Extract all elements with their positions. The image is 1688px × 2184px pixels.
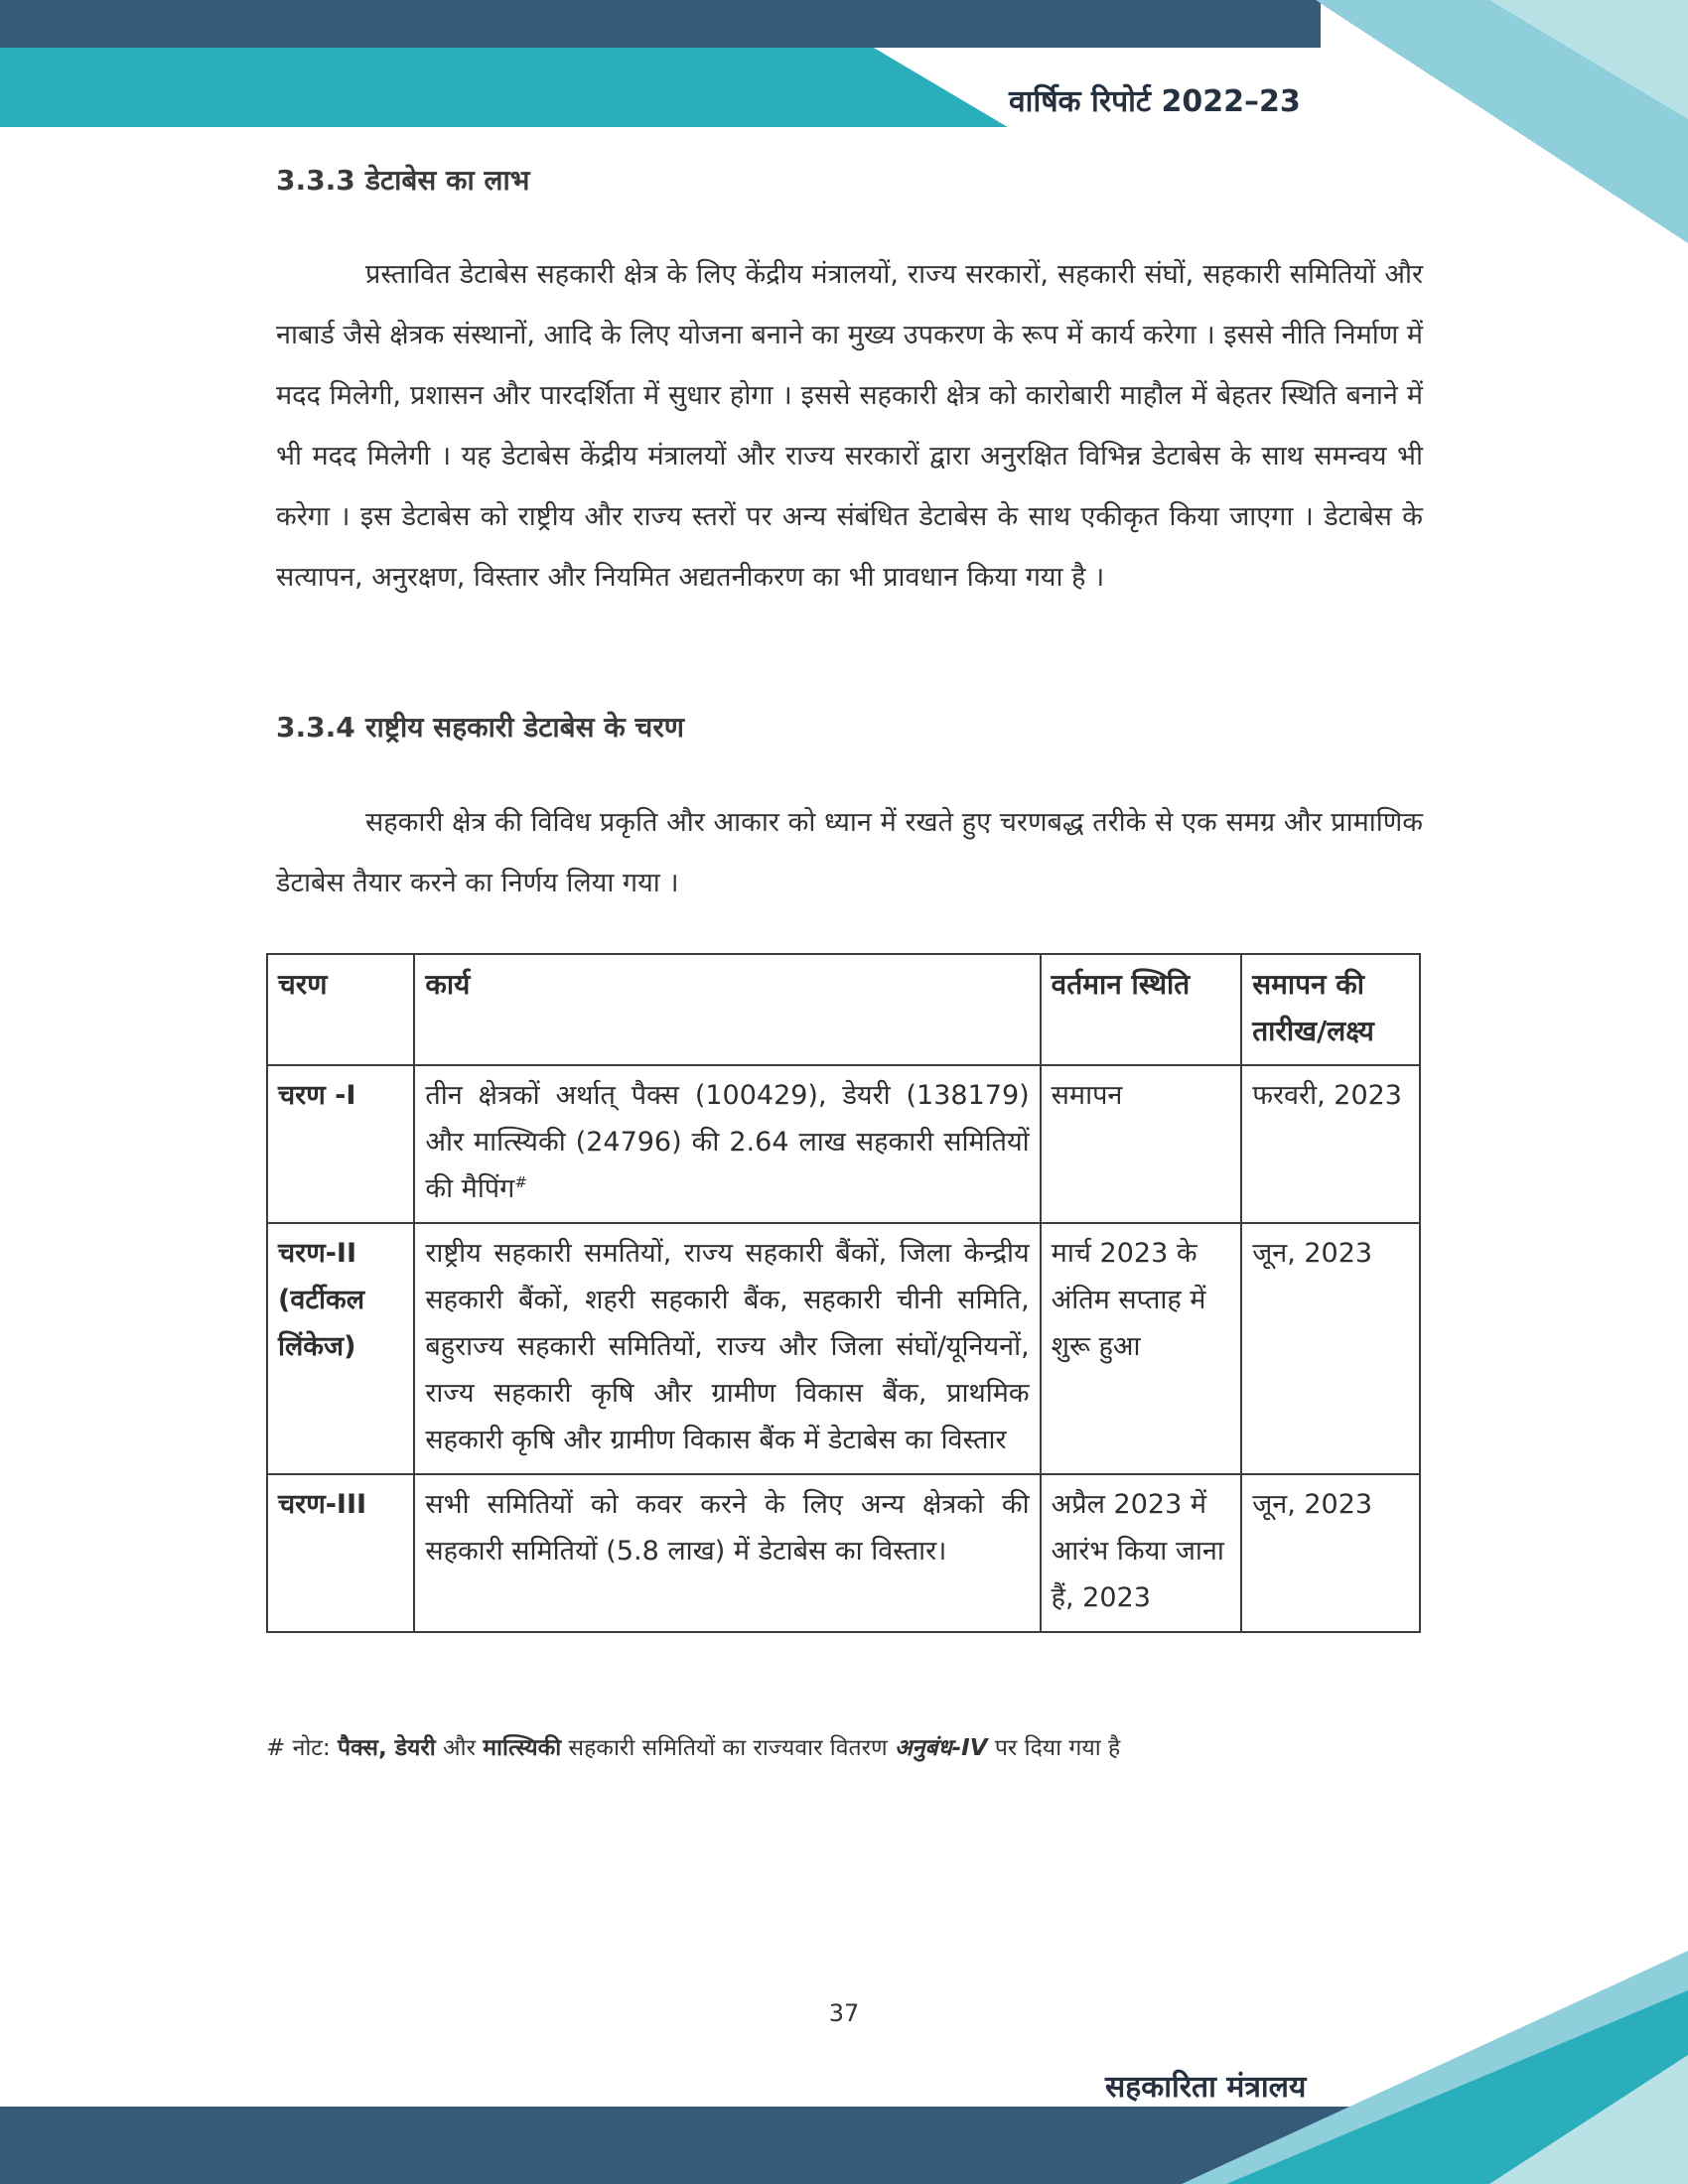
date-cell: फरवरी, 2023 [1241,1065,1420,1223]
header-teal-band [0,48,1008,127]
table-row [267,1474,1420,1632]
section-heading [276,161,529,199]
phase-cell: चरण -I [267,1065,414,1223]
header-phase: चरण [267,954,414,1065]
task-text: तीन क्षेत्रकों अर्थात् पैक्स (100429), डेयरी (138179) और मात्स्यिकी (24796) की 2.64 लाख सहकारी समितियों की मैपिंग [425,1080,1030,1204]
table-row [267,1223,1420,1474]
footnote-bold: पैक्स, डेयरी [337,1735,436,1761]
date-cell: जून, 2023 [1241,1223,1420,1474]
task-cell: राष्ट्रीय सहकारी समतियों, राज्य सहकारी बैंकों, जिला केन्द्रीय सहकारी बैंकों, शहरी सहकारी बैंक, सहकारी चीनी समिति, बहुराज्य सहकारी समितियों, राज्य और जिला संघों/यूनियनों, राज्य सहकारी कृषि और ग्रामीण विकास बैंक, प्राथमिक सहकारी कृषि और ग्रामीण विकास बैंक में डेटाबेस का विस्तार [414,1223,1040,1474]
header-task: कार्य [414,954,1040,1065]
status-cell: मार्च 2023 के अंतिम सप्ताह में शुरू हुआ [1041,1223,1242,1474]
phases-table [266,953,1421,1633]
report-title: वार्षिक रिपोर्ट 2022–23 [1009,84,1301,119]
section-number: 3.3.3 [276,164,355,197]
footnote-text: सहकारी समितियों का राज्यवार वितरण [561,1735,895,1761]
phase-cell: चरण-III [267,1474,414,1632]
section-heading [276,708,684,746]
annex-reference: अनुबंध-IV [895,1735,988,1761]
status-cell: अप्रैल 2023 में आरंभ किया जाना हैं, 2023 [1041,1474,1242,1632]
status-cell: समापन [1041,1065,1242,1223]
footnote-text: पर दिया गया है [987,1735,1121,1761]
table-header-row [267,954,1420,1065]
section-title: डेटाबेस का लाभ [365,164,530,197]
header-navy-strip [0,0,1321,48]
footnote-bold: मात्स्यिकी [483,1735,562,1761]
header-date: समापन की तारीख/लक्ष्य [1241,954,1420,1065]
task-cell [414,1065,1040,1223]
header-status: वर्तमान स्थिति [1041,954,1242,1065]
section-number: 3.3.4 [276,711,355,744]
section-title: राष्ट्रीय सहकारी डेटाबेस के चरण [365,711,685,744]
table-footnote [266,1730,1120,1762]
footnote-text: और [435,1735,484,1761]
ministry-name: सहकारिता मंत्रालय [1105,2070,1307,2105]
section-paragraph: सहकारी क्षेत्र की विविध प्रकृति और आकार को ध्यान में रखते हुए चरणबद्ध तरीके से एक समग्र और प्रामाणिक डेटाबेस तैयार करने का निर्णय लिया गया । [276,807,1423,898]
footnote-mark: # [514,1173,527,1191]
section-paragraph: प्रस्तावित डेटाबेस सहकारी क्षेत्र के लिए केंद्रीय मंत्रालयों, राज्य सरकारों, सहकारी संघों, सहकारी समितियों और नाबार्ड जैसे क्षेत्रक संस्थानों, आदि के लिए योजना बनाने का मुख्य उपकरण के रूप में कार्य करेगा । इससे नीति निर्माण में मदद मिलेगी, प्रशासन और पारदर्शिता में सुधार होगा । इससे सहकारी क्षेत्र को कारोबारी माहौल में बेहतर स्थिति बनाने में भी मदद मिलेगी । यह डेटाबेस केंद्रीय मंत्रालयों और राज्य सरकारों द्वारा अनुरक्षित विभिन्न डेटाबेस के साथ समन्वय भी करेगा । इस डेटाबेस को राष्ट्रीय और राज्य स्तरों पर अन्य संबंधित डेटाबेस के साथ एकीकृत किया जाएगा । डेटाबेस के सत्यापन, अनुरक्षण, विस्तार और नियमित अद्यतनीकरण का भी प्रावधान किया गया है । [276,259,1423,593]
page-number: 37 [828,1999,860,2027]
date-cell: जून, 2023 [1241,1474,1420,1632]
table-row [267,1065,1420,1223]
phase-cell: चरण-II (वर्टीकल लिंकेज) [267,1223,414,1474]
footnote-prefix: # नोट: [266,1735,338,1761]
task-cell: सभी समितियों को कवर करने के लिए अन्य क्षेत्रको की सहकारी समितियों (5.8 लाख) में डेटाबेस का विस्तार। [414,1474,1040,1632]
